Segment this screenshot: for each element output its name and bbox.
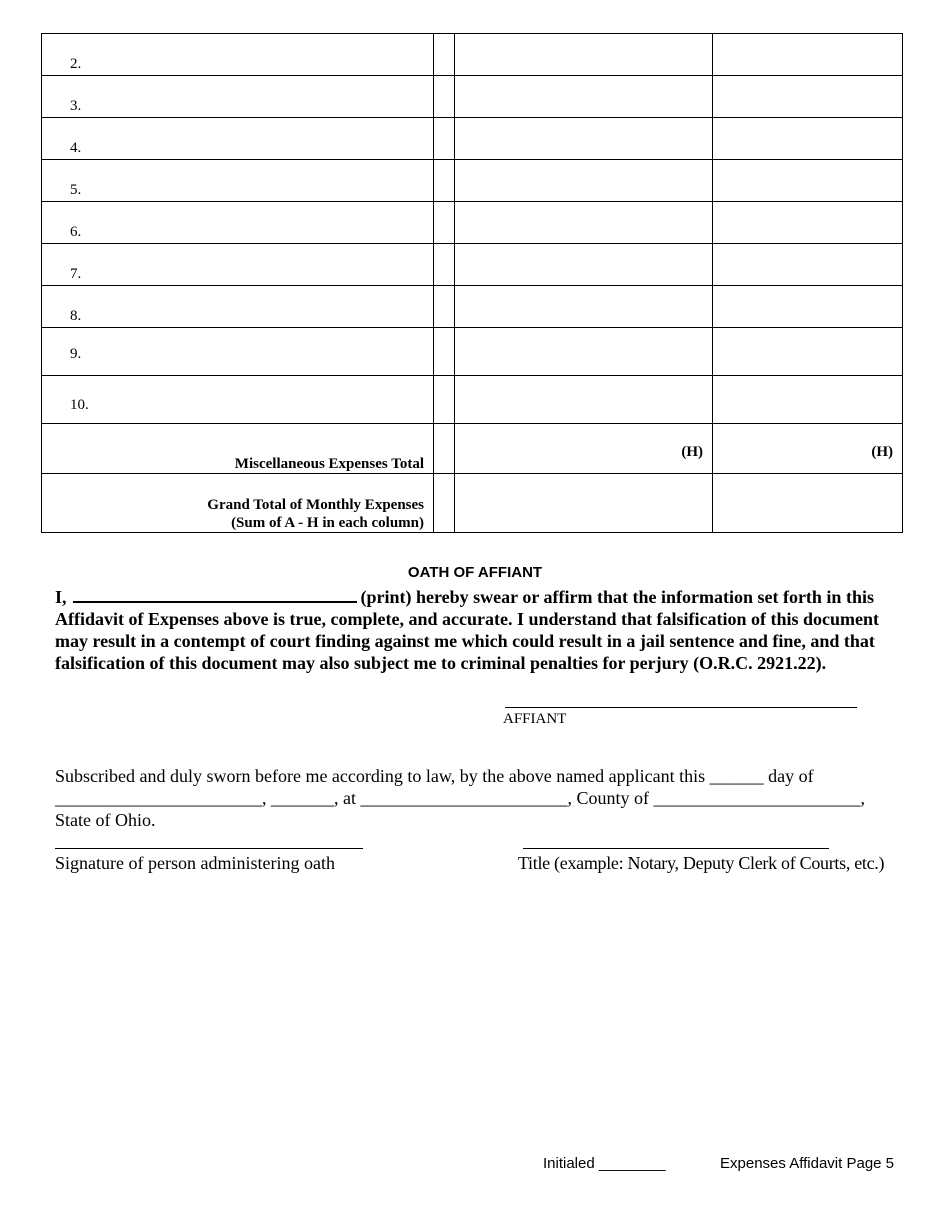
misc-total-column-2[interactable] (713, 424, 903, 474)
h-marker: (H) (681, 444, 703, 460)
row-label-cell (42, 34, 434, 76)
amount-cell-column-1[interactable] (455, 286, 713, 328)
oath-prefix: I, (55, 587, 67, 607)
row-number: 10. (70, 397, 89, 413)
row-label-cell (42, 286, 434, 328)
table-row (42, 76, 903, 118)
oath-line-1: (print) hereby swear or affirm that the information set forth in this (360, 587, 874, 607)
row-number: 2. (70, 56, 82, 72)
grand-total-label: Grand Total of Monthly Expenses (207, 497, 424, 513)
table-row (42, 202, 903, 244)
administrator-signature-label: Signature of person administering oath (55, 853, 335, 873)
amount-cell-column-2[interactable] (713, 286, 903, 328)
narrow-cell[interactable] (434, 118, 455, 160)
narrow-cell[interactable] (434, 160, 455, 202)
amount-cell-column-2[interactable] (713, 376, 903, 424)
amount-cell-column-1[interactable] (455, 202, 713, 244)
row-number: 3. (70, 98, 82, 114)
row-number: 4. (70, 140, 82, 156)
row-number: 8. (70, 308, 82, 324)
row-label-cell (42, 202, 434, 244)
row-label-cell (42, 160, 434, 202)
narrow-cell[interactable] (434, 76, 455, 118)
h-marker: (H) (871, 444, 893, 460)
misc-total-column-1[interactable] (455, 424, 713, 474)
row-label-cell (42, 118, 434, 160)
grand-total-row (42, 474, 903, 533)
row-label-cell (42, 244, 434, 286)
narrow-cell[interactable] (434, 474, 455, 533)
amount-cell-column-2[interactable] (713, 76, 903, 118)
table-row (42, 376, 903, 424)
amount-cell-column-2[interactable] (713, 160, 903, 202)
narrow-cell[interactable] (434, 328, 455, 376)
amount-cell-column-2[interactable] (713, 202, 903, 244)
row-label-cell (42, 376, 434, 424)
oath-line-3: may result in a contempt of court finding against me which could result in a jail sentence and fine, and that (55, 631, 875, 651)
narrow-cell[interactable] (434, 286, 455, 328)
expenses-table-section (41, 33, 902, 533)
table-row (42, 328, 903, 376)
narrow-cell[interactable] (434, 376, 455, 424)
amount-cell-column-2[interactable] (713, 328, 903, 376)
initialed-field: Initialed ________ (543, 1155, 666, 1172)
subscribed-line-2: _______________________, _______, at _______________________, County of _______________________, (55, 788, 865, 808)
row-number: 9. (70, 346, 82, 362)
amount-cell-column-1[interactable] (455, 160, 713, 202)
row-label-cell (42, 76, 434, 118)
oath-statement (55, 586, 897, 674)
table-row (42, 160, 903, 202)
narrow-cell[interactable] (434, 202, 455, 244)
amount-cell-column-1[interactable] (455, 244, 713, 286)
amount-cell-column-1[interactable] (455, 34, 713, 76)
amount-cell-column-2[interactable] (713, 244, 903, 286)
administrator-signature-line[interactable] (55, 848, 363, 849)
title-signature-line[interactable] (523, 848, 829, 849)
subscribed-line-1: Subscribed and duly sworn before me according to law, by the above named applicant this ______ day of (55, 766, 814, 786)
row-number: 7. (70, 266, 82, 282)
subscribed-statement (55, 765, 897, 831)
affiant-signature-line[interactable] (505, 707, 857, 708)
amount-cell-column-1[interactable] (455, 376, 713, 424)
row-number: 5. (70, 182, 82, 198)
amount-cell-column-2[interactable] (713, 118, 903, 160)
oath-line-4: falsification of this document may also subject me to criminal penalties for perjury (O.R.C. 2921.22). (55, 653, 827, 673)
expenses-table (41, 33, 903, 533)
title-label: Title (example: Notary, Deputy Clerk of Courts, etc.) (518, 853, 885, 873)
grand-total-column-2[interactable] (713, 474, 903, 533)
grand-total-sublabel: (Sum of A - H in each column) (231, 515, 424, 531)
amount-cell-column-1[interactable] (455, 118, 713, 160)
row-label-cell (42, 328, 434, 376)
amount-cell-column-1[interactable] (455, 328, 713, 376)
print-name-field[interactable] (73, 586, 357, 603)
oath-title: OATH OF AFFIANT (407, 564, 543, 581)
table-row (42, 286, 903, 328)
table-row (42, 118, 903, 160)
misc-total-label-cell (42, 424, 434, 474)
grand-total-label-cell (42, 474, 434, 533)
narrow-cell[interactable] (434, 424, 455, 474)
grand-total-column-1[interactable] (455, 474, 713, 533)
affiant-label: AFFIANT (503, 711, 567, 727)
amount-cell-column-2[interactable] (713, 34, 903, 76)
amount-cell-column-1[interactable] (455, 76, 713, 118)
narrow-cell[interactable] (434, 244, 455, 286)
misc-total-label: Miscellaneous Expenses Total (234, 456, 424, 472)
subscribed-line-3: State of Ohio. (55, 810, 156, 830)
table-row (42, 244, 903, 286)
misc-total-row (42, 424, 903, 474)
page-label: Expenses Affidavit Page 5 (720, 1155, 895, 1172)
row-number: 6. (70, 224, 82, 240)
narrow-cell[interactable] (434, 34, 455, 76)
table-row (42, 34, 903, 76)
oath-line-2: Affidavit of Expenses above is true, complete, and accurate. I understand that falsification of this document (55, 609, 879, 629)
